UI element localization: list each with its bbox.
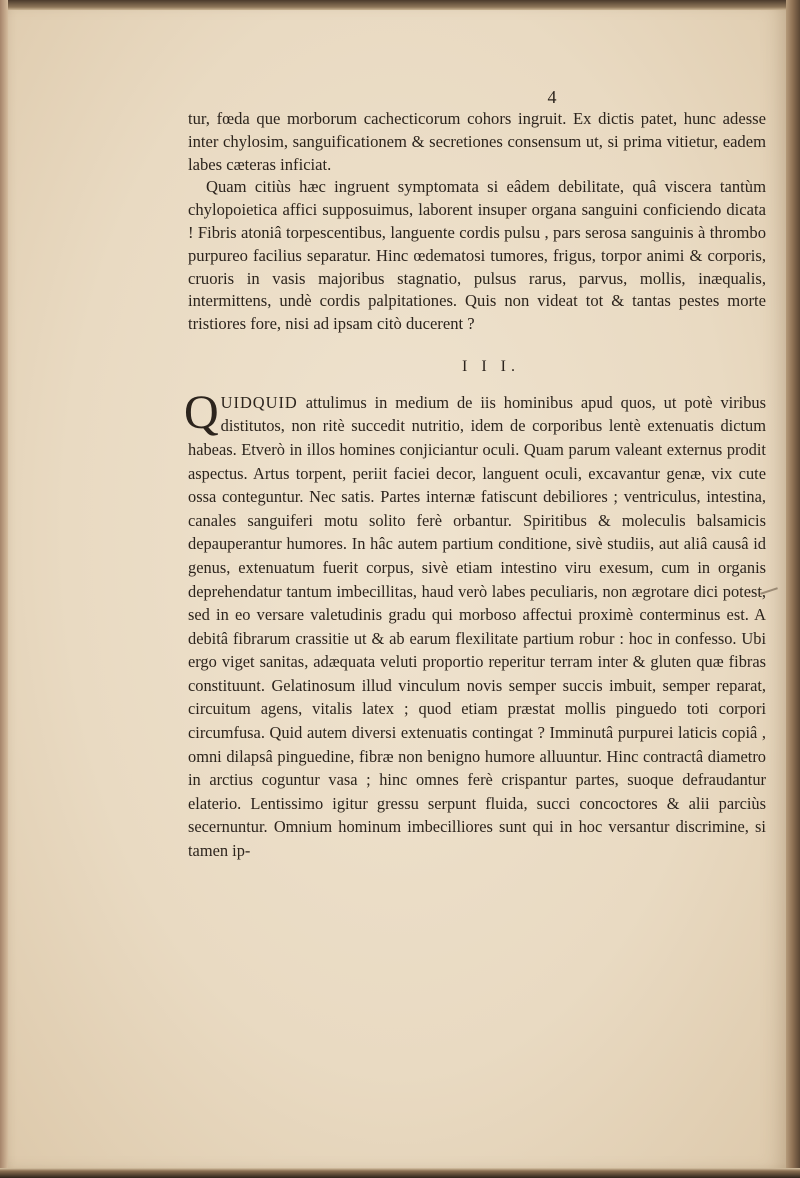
page-bottom-edge: [0, 1168, 800, 1178]
section-heading: I I I.: [462, 357, 520, 375]
paragraph-body: attulimus in medium de iis hominibus apud quos, ut potè viribus distitutos, non ritè succedit nutritio, idem de corporibus lentè extenuatis dictum habeas. Etverò in illos homines conjiciantur oculi. Quam parum valeant externus prodit aspectus. Artus torpent, periit faciei decor, languent oculi, excavantur genæ, vix cute ossa conteguntur. Nec satis. Partes internæ fatiscunt debiliores ; ventriculus, intestina, canales sanguiferi motu solito ferè orbantur. Spiritibus & moleculis balsamicis depauperantur humores. In hâc autem partium conditione, sivè studiis, aut aliâ causâ id genus, extenuatum fuerit corpus, sivè etiam intestino viru exesum, cum in organis deprehendatur tantum imbecillitas, haud verò labes peculiaris, non ægrotare dici potest, sed in eo versare valetudinis gradu qui morboso affectui proximè conterminus est. A debitâ fibrarum crassitie ut & ab earum flexilitate partium robur : hoc in confesso. Ubi ergo viget sanitas, adæquata veluti proportio reperitur terram inter & gluten quæ fibras constituunt. Gelatinosum illud vinculum novis semper succis imbuit, semper reparat, circuitum agens, vitalis latex ; quod etiam præstat mollis pinguedo toti corpori circumfusa. Quid autem diversi extenuatis contingat ? Imminutâ purpurei laticis copiâ , omni dilapsâ pinguedine, fibræ non benigno humore alluuntur. Hinc contractâ diametro in arctius coguntur vasa ; hinc omnes ferè crispantur partes, suoque defraudantur elaterio. Lentissimo igitur gressu serpunt fluida, succi concoctores & alii parciùs secernuntur. Omnium hominum imbecilliores sunt qui in hoc versantur discrimine, si tamen ip-: [188, 392, 766, 861]
text-block: [184, 86, 766, 863]
page-top-edge: [0, 0, 800, 10]
paragraph-section-3: [184, 385, 766, 863]
page-number: 4: [547, 87, 557, 107]
paragraph-continuation: tur, fœda que morborum cachecticorum cohors ingruit. Ex dictis patet, hunc adesse inter chylosim, sanguificationem & secretiones consensum ut, si prima vitietur, eadem labes cæteras inficiat.: [188, 109, 766, 174]
paragraph-symptoms: Quam citiùs hæc ingruent symptomata si eâdem debilitate, quâ viscera tantùm chylopoietica affici supposuimus, laborent insuper organa sanguini conficiendo dicata ! Fibris atoniâ torpescentibus, languente cordis pulsu , pars serosa sanguinis à thrombo purpureo facilius separatur. Hinc œdematosi tumores, frigus, torpor animi & corporis, cruoris in vasis majoribus stagnatio, pulsus rarus, parvus, mollis, inæqualis, intermittens, undè cordis palpitationes. Quis non videat tot & tantas pestes morte tristiores fore, nisi ad ipsam citò ducerent ?: [188, 177, 766, 334]
page-left-edge: [0, 0, 8, 1178]
drop-cap: Q: [184, 385, 219, 439]
book-fore-edge: [786, 0, 800, 1178]
lead-word: UIDQUID: [220, 392, 298, 412]
